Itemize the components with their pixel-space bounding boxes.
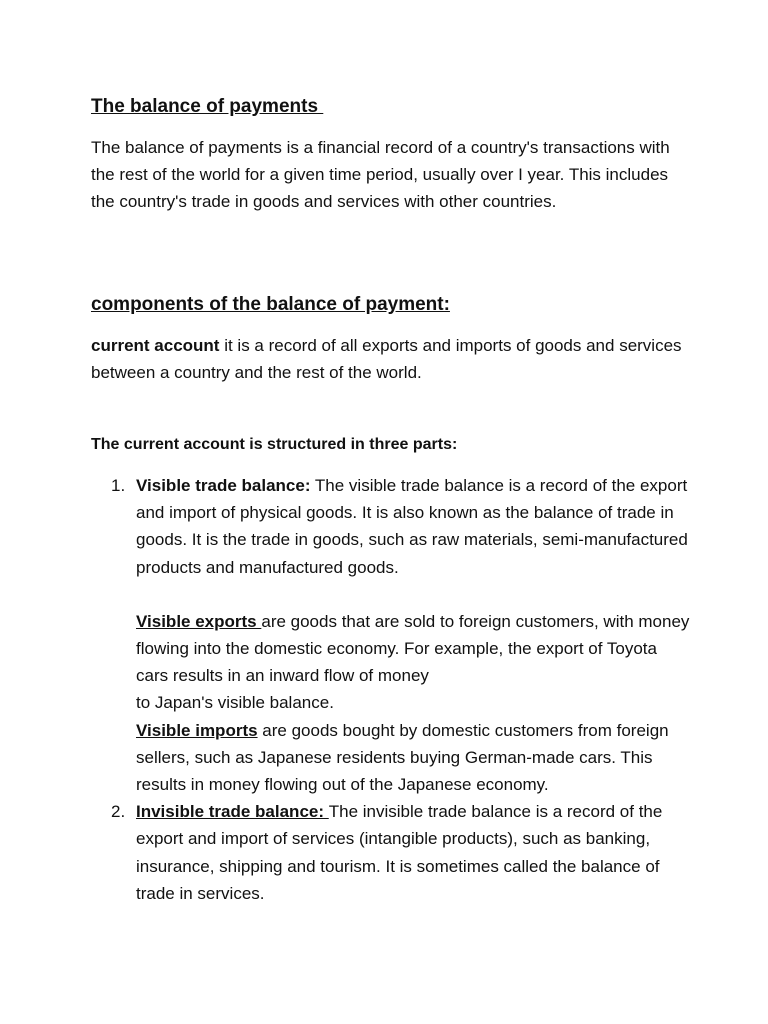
- list-item-invisible-trade: [91, 798, 691, 907]
- invisible-trade-text: The invisible trade balance is a record of the export and import of services (intangible products), such as banking, insurance, shipping and tourism. It is sometimes called the balance of trade in services.: [136, 802, 663, 903]
- invisible-trade-term: Invisible trade balance:: [136, 802, 329, 822]
- current-account-term: current account: [91, 336, 220, 355]
- list-item-visible-trade: [91, 472, 691, 798]
- components-heading: components of the balance of payment:: [91, 294, 450, 315]
- parts-list: [91, 472, 691, 907]
- visible-trade-text: The visible trade balance is a record of the export and import of physical goods. It is also known as the balance of trade in goods. It is the trade in goods, such as raw materials, semi-manufactured products and manufactured goods.: [136, 476, 688, 577]
- document-title: The balance of payments: [91, 96, 324, 117]
- list-number: 1.: [111, 476, 126, 495]
- list-number: 2.: [111, 802, 126, 822]
- visible-exports-text-cont: to Japan's visible balance.: [136, 693, 334, 713]
- visible-imports-term: Visible imports: [136, 720, 258, 740]
- visible-exports-text: are goods that are sold to foreign customers, with money flowing into the domestic economy. For example, the export of Toyota cars results in an inward flow of money: [136, 611, 690, 686]
- current-account-text: it is a record of all exports and imports of goods and services between a country and the rest of the world.: [91, 336, 682, 382]
- structured-heading: The current account is structured in three parts:: [91, 436, 458, 453]
- visible-exports-term: Visible exports: [136, 611, 262, 631]
- current-account-paragraph: [91, 332, 691, 386]
- visible-imports-text: are goods bought by domestic customers from foreign sellers, such as Japanese residents buying German-made cars. This results in money flowing out of the Japanese economy.: [136, 720, 669, 795]
- intro-paragraph: The balance of payments is a financial record of a country's transactions with the rest of the world for a given time period, usually over I year. This includes the country's trade in goods and services with other countries.: [91, 138, 670, 211]
- paragraph-gap: [136, 581, 691, 608]
- visible-trade-term: Visible trade balance:: [136, 476, 311, 495]
